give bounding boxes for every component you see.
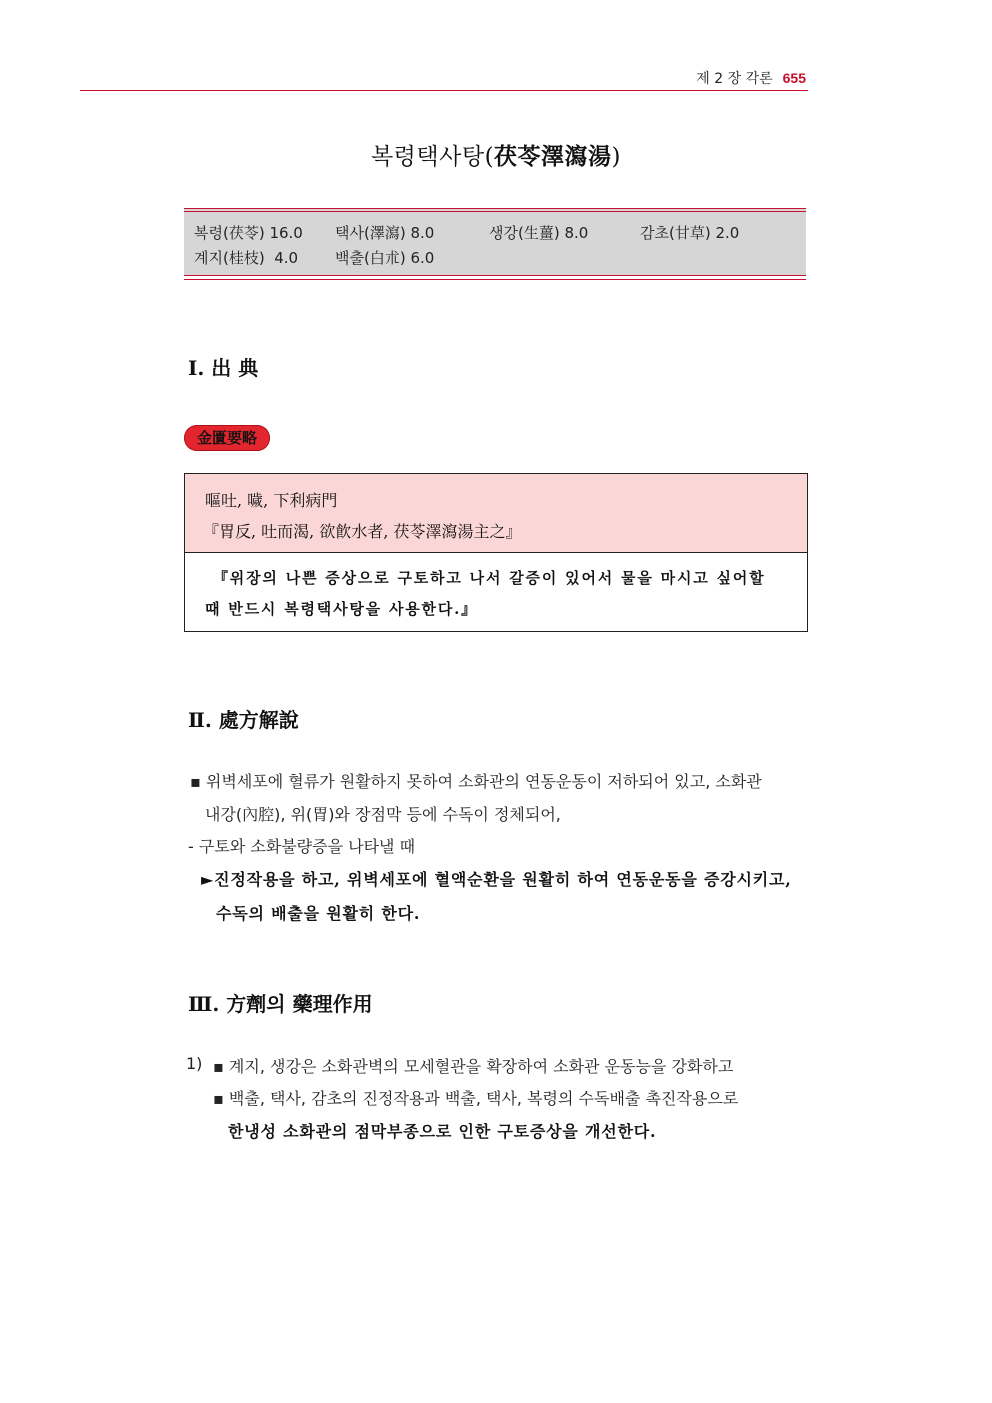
source-badge: 金匱要略 [184,425,270,451]
herb-item: 생강(生薑) 8.0 [489,224,589,242]
translation-line: 때 반드시 복령택사탕을 사용한다.』 [205,600,478,618]
section-title-pharmacology: Ⅲ. 方劑의 藥理作用 [188,992,373,1016]
explanation-line: - 구토와 소화불량증을 나타낼 때 [188,837,416,856]
explanation-bold-line: ►진정작용을 하고, 위벽세포에 혈액순환을 원활히 하여 연동운동을 증강시키고, [201,870,792,889]
title-hanja: 茯苓澤瀉湯 [494,143,612,170]
header-rule [80,90,808,91]
title-close-paren: ) [611,144,622,170]
explanation-line: ▪ 위벽세포에 혈류가 원활하지 못하여 소화관의 연동운동이 저하되어 있고, 소화관 [190,772,762,791]
translation-line: 『위장의 나쁜 증상으로 구토하고 나서 갈증이 있어서 물을 마시고 싶어할 [213,569,766,587]
running-header [696,68,806,88]
explanation-line: 내강(內腔), 위(胃)와 장점막 등에 수독이 정체되어, [205,805,561,824]
source-quote-box [184,473,808,632]
quote-line: 嘔吐, 噦, 下利病門 [205,491,338,510]
original-text-panel [185,474,807,553]
page-number: 655 [782,70,806,86]
chapter-label: 제 2 장 각론 [696,71,773,87]
section-title-prescription: Ⅱ. 處方解說 [188,708,299,732]
item-number: 1) [186,1054,203,1073]
herb-item: 계지(桂枝) 4.0 [194,249,299,267]
title-korean: 복령택사탕 [370,144,485,170]
explanation-bold-line: 수독의 배출을 원활히 한다. [216,904,421,923]
herb-item: 감초(甘草) 2.0 [640,224,740,242]
quote-line: 『胃反, 吐而渴, 欲飮水者, 茯苓澤瀉湯主之』 [203,522,522,541]
page-title [0,138,992,171]
formula-box [184,208,806,276]
herb-item: 백출(白朮) 6.0 [335,249,435,267]
title-open-paren: ( [484,144,495,170]
herb-item: 복령(茯苓) 16.0 [194,224,303,242]
pharmacology-line: ▪ 계지, 생강은 소화관벽의 모세혈관을 확장하여 소화관 운동능을 강화하고 [213,1057,734,1076]
pharmacology-line: ▪ 백출, 택사, 감초의 진정작용과 백출, 택사, 복령의 수독배출 촉진작용으로 [213,1089,739,1108]
herb-item: 택사(澤瀉) 8.0 [335,224,435,242]
section-title-source: Ⅰ. 出 典 [188,356,259,380]
pharmacology-bold-line: 한냉성 소화관의 점막부종으로 인한 구토증상을 개선한다. [228,1122,657,1141]
